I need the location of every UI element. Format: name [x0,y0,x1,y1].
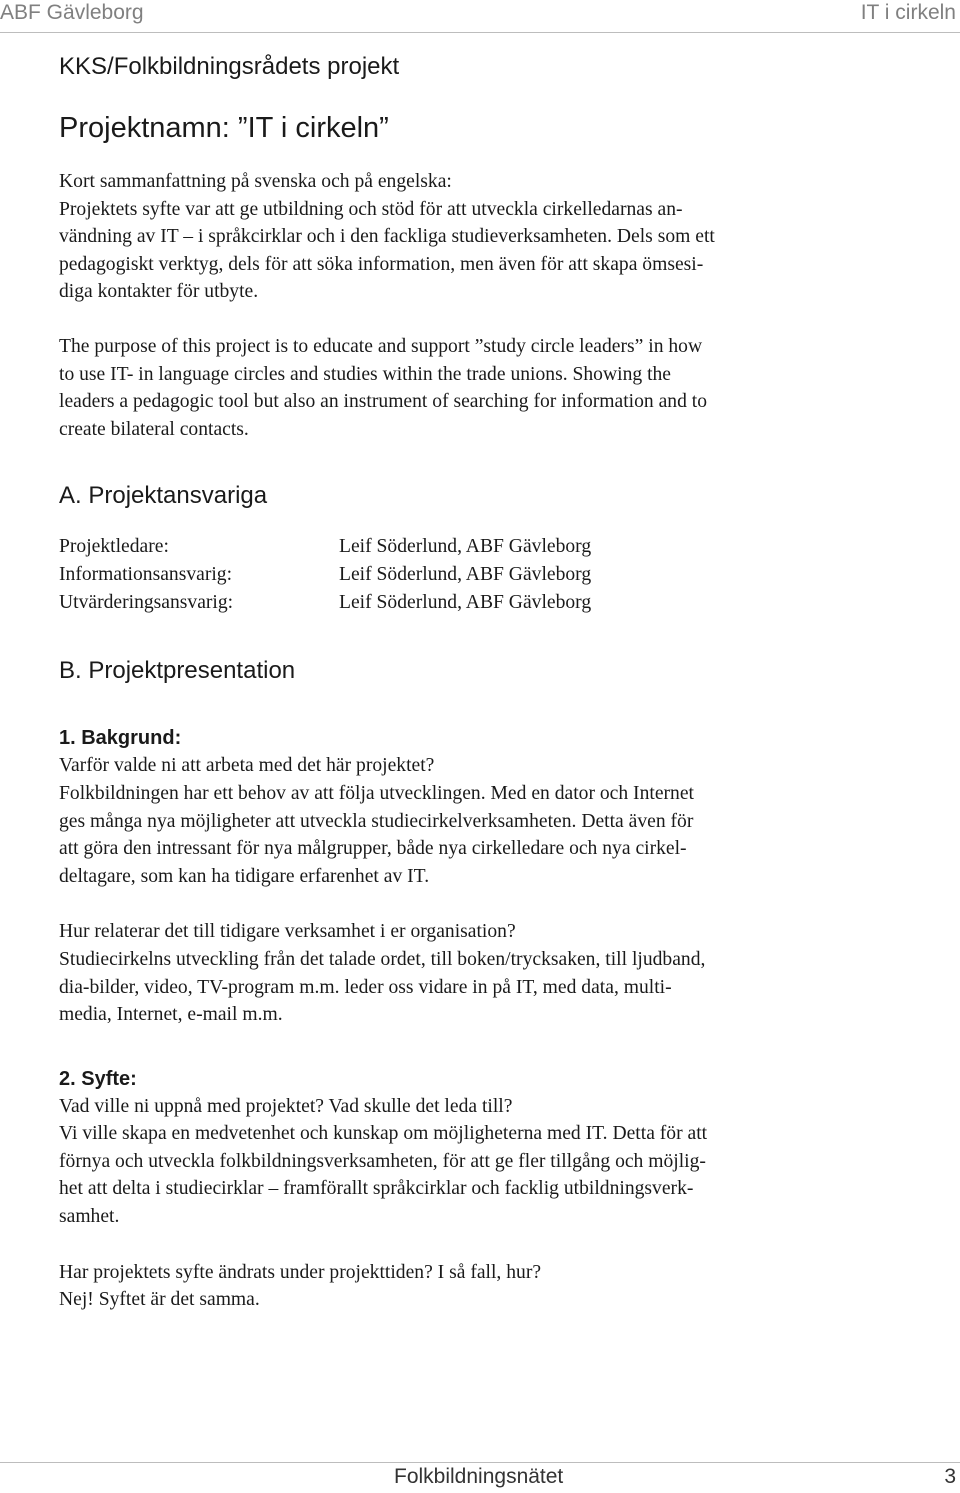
role-value: Leif Söderlund, ABF Gävleborg [339,592,592,614]
document-title: Projektnamn: ”IT i cirkeln” [59,112,389,144]
bakgrund-line: deltagare, som kan ha tidigare erfarenhet av IT. [59,865,430,887]
role-row [59,533,909,561]
syfte-line: het att delta i studiecirklar – framförallt språkcirklar och facklig utbildningsverk- [59,1178,694,1200]
bakgrund-block [59,918,909,1028]
bakgrund-line: Varför valde ni att arbeta med det här projektet? [59,755,435,777]
summary-line: pedagogiskt verktyg, dels för att söka information, men även för att skapa ömsesi- [59,253,704,275]
summary-line: Projektets syfte var att ge utbildning och stöd för att utveckla cirkelledarnas an- [59,198,683,220]
document-body [59,50,909,1314]
syfte-block [59,1093,909,1231]
summary-line: diga kontakter för utbyte. [59,281,259,303]
bakgrund-block [59,752,909,890]
syfte-block [59,1259,909,1314]
role-row [59,589,909,617]
bakgrund-line: ges många nya möjligheter att utveckla studiecirkelverksamheten. Detta även för [59,810,694,832]
section-b-heading: B. Projektpresentation [59,657,296,685]
role-row [59,561,909,589]
bakgrund-line: Hur relaterar det till tidigare verksamhet i er organisation? [59,921,516,943]
header-organization: ABF Gävleborg [0,1,144,24]
syfte-line: Vad ville ni uppnå med projektet? Vad skulle det leda till? [59,1095,513,1117]
running-header [0,0,960,34]
summary-swedish [59,168,909,306]
role-label: Informationsansvarig: [59,564,233,586]
role-value: Leif Söderlund, ABF Gävleborg [339,536,592,558]
summary-line: to use IT- in language circles and studies within the trade unions. Showing the [59,363,672,385]
bakgrund-line: att göra den intressant för nya målgrupper, både nya cirkelledare och nya cirkel- [59,838,687,860]
bakgrund-line: Folkbildningen har ett behov av att följa utvecklingen. Med en dator och Internet [59,782,694,804]
roles-table [59,533,909,617]
syfte-heading: 2. Syfte: [59,1067,137,1090]
bakgrund-heading: 1. Bakgrund: [59,727,182,750]
syfte-line: Vi ville skapa en medvetenhet och kunskap om möjligheterna med IT. Detta för att [59,1123,708,1145]
page-number: 3 [944,1465,956,1488]
syfte-line: samhet. [59,1206,120,1228]
syfte-line: förnya och utveckla folkbildningsverksamheten, för att ge fler tillgång och möjlig- [59,1150,706,1172]
document-org-heading: KKS/Folkbildningsrådets projekt [59,53,400,80]
syfte-line: Har projektets syfte ändrats under projekttiden? I så fall, hur? [59,1261,542,1283]
header-project: IT i cirkeln [860,1,956,24]
role-label: Projektledare: [59,536,169,558]
header-divider [0,32,960,33]
syfte-line: Nej! Syftet är det samma. [59,1289,260,1311]
footer-divider [0,1462,960,1463]
role-label: Utvärderingsansvarig: [59,592,234,614]
section-a-heading: A. Projektansvariga [59,482,268,510]
role-value: Leif Söderlund, ABF Gävleborg [339,564,592,586]
summary-english [59,333,909,443]
bakgrund-line: Studiecirkelns utveckling från det talade ordet, till boken/trycksaken, till ljudband, [59,948,706,970]
summary-line: vändning av IT – i språkcirklar och i den fackliga studieverksamheten. Dels som ett [59,226,715,248]
summary-line: The purpose of this project is to educate and support ”study circle leaders” in how [59,335,703,357]
bakgrund-line: dia-bilder, video, TV-program m.m. leder oss vidare in på IT, med data, multi- [59,976,672,998]
summary-line: leaders a pedagogic tool but also an instrument of searching for information and to [59,391,708,413]
footer-publisher: Folkbildningsnätet [394,1465,564,1488]
summary-line: Kort sammanfattning på svenska och på engelska: [59,171,452,192]
summary-line: create bilateral contacts. [59,418,249,440]
bakgrund-line: media, Internet, e-mail m.m. [59,1004,283,1026]
